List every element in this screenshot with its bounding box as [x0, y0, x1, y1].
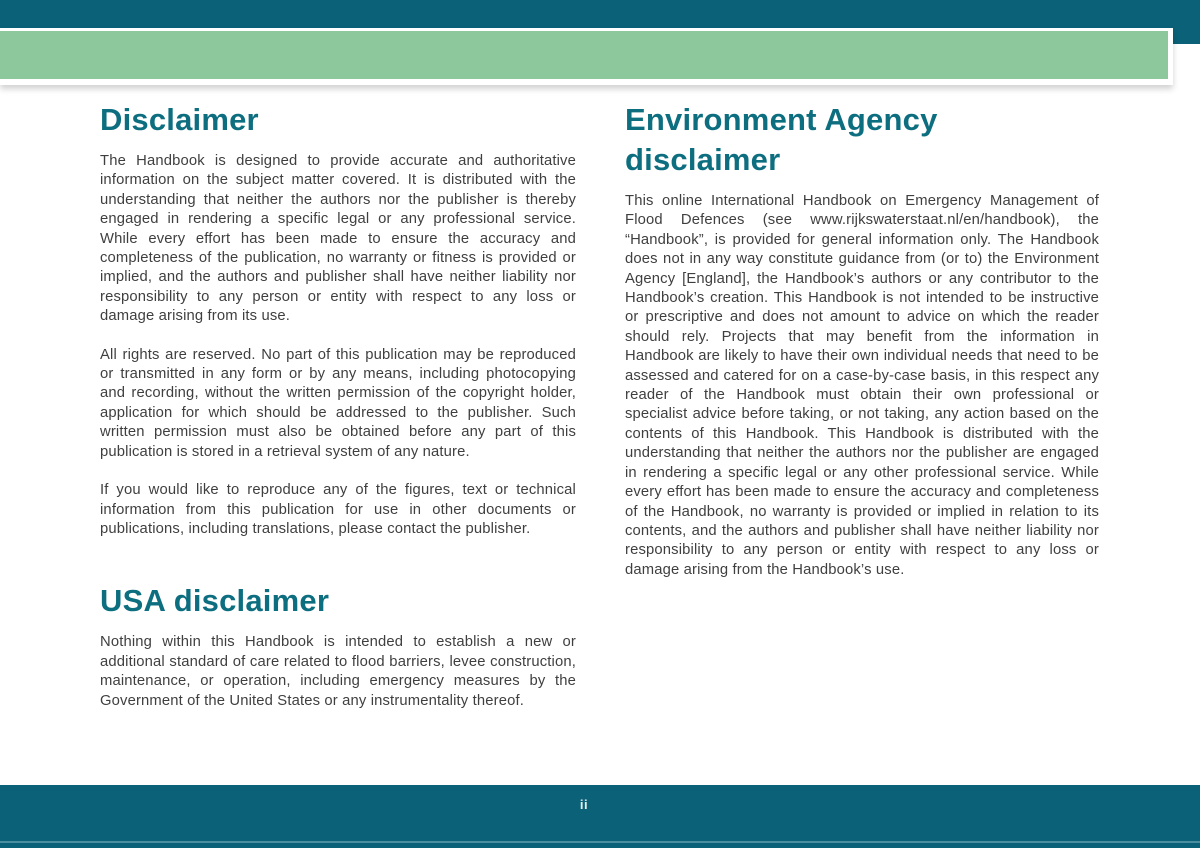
environment-agency-disclaimer-paragraph: This online International Handbook on Emergency Management of Flood Defences (see www.rijkswaterstaat.nl/en/handbook), the “Handbook”, is provided for general information only. The Handbook does not in any way constitute guidance from (or to) the Environment Agency [England], the Handbook’s authors or any contributor to the Handbook’s creation. This Handbook is not intended to be instructive or prescriptive and does not amount to advice on which the reader should rely. Projects that may benefit from the information in Handbook are likely to have their own individual needs that need to be assessed and catered for on a case-by-case basis, in this respect any reader of the Handbook must obtain their own professional or specialist advice before taking, or not taking, any action based on the contents of this Handbook. This Handbook is distributed with the understanding that neither the authors nor the publisher are engaged in rendering a specific legal or any other professional service. While every effort has been made to ensure the accuracy and completeness of the Handbook, no warranty is provided or implied in relation to its contents, and the authors and publisher shall have neither liability nor responsibility to any person or entity with respect to any loss or damage arising from the Handbook’s use. — [625, 193, 1099, 578]
disclaimer-paragraph-2: All rights are reserved. No part of this publication may be reproduced or transmitted in any form or by any means, including photocopying and recording, without the written permission of the copyright holder, application for which should be addressed to the publisher. Such written permission must also be obtained before any part of this publication is stored in a retrieval system of any nature. — [100, 346, 576, 460]
left-column — [100, 100, 576, 730]
usa-disclaimer-paragraph: Nothing within this Handbook is intended to establish a new or additional standard of care related to flood barriers, levee construction, maintenance, or operation, including emergency measures by the Government of the United States or any instrumentality thereof. — [100, 634, 576, 709]
disclaimer-paragraph-1: The Handbook is designed to provide accurate and authoritative information on the subject matter covered. It is distributed with the understanding that neither the authors nor the publisher is thereby engaged in rendering a specific legal or any professional service. While every effort has been made to ensure the accuracy and completeness of the publication, no warranty or fitness is provided or implied, and the authors and publisher shall have neither liability nor responsibility to any person or entity with respect to any loss or damage arising from its use. — [100, 153, 576, 325]
disclaimer-paragraph-3: If you would like to reproduce any of the figures, text or technical information from this publication for use in other documents or publications, including translations, please contact the publisher. — [100, 482, 576, 537]
right-column — [625, 100, 1099, 599]
footer-teal-band — [0, 785, 1200, 848]
disclaimer-heading: Disclaimer — [100, 102, 259, 137]
header-green-band — [0, 31, 1168, 79]
footer-divider-line — [0, 841, 1200, 843]
usa-disclaimer-heading: USA disclaimer — [100, 583, 330, 619]
environment-agency-disclaimer-heading: Environment Agency disclaimer — [625, 102, 938, 177]
page-number: ii — [579, 797, 589, 812]
